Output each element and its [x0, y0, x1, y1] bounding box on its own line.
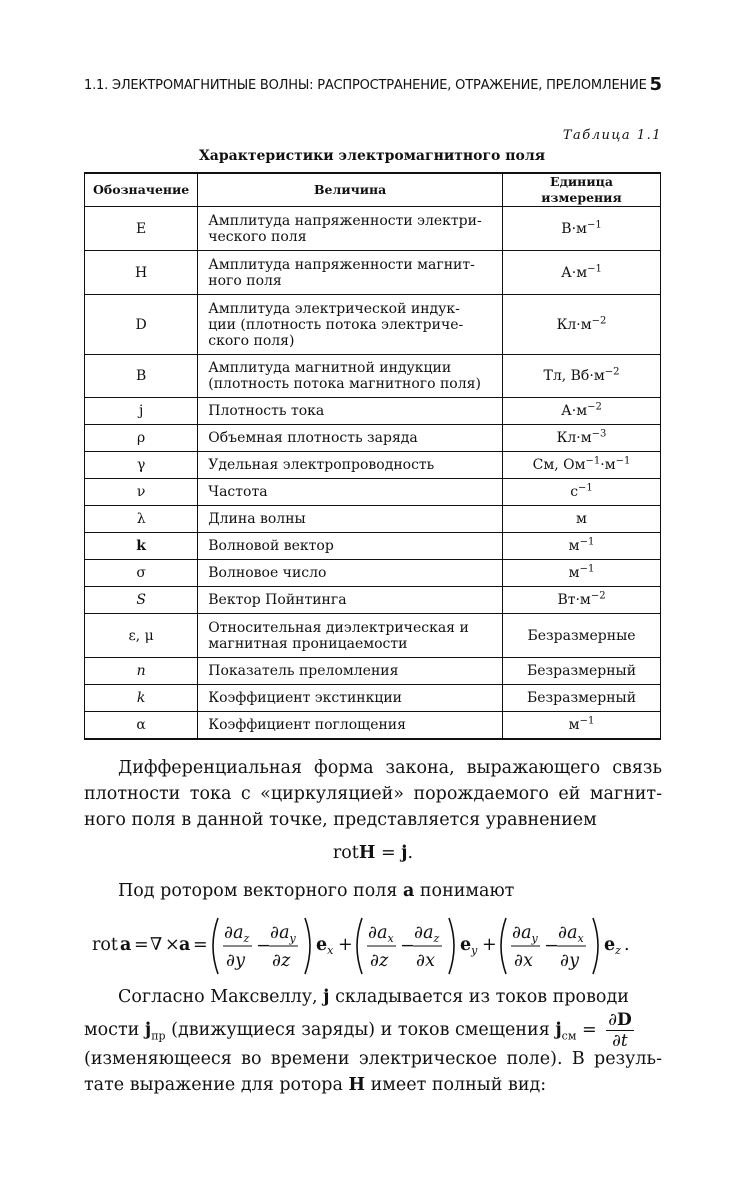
unit-cell: Безразмерный: [503, 658, 661, 685]
unit-cell: $Кл\cdot м^{-2}$: [503, 295, 661, 355]
fraction-daz-dy: [223, 923, 252, 971]
quantity-cell: Плотность тока: [198, 398, 503, 425]
svg-text:∂z: ∂z: [272, 951, 291, 971]
fraction-dD-dt: $\frac{\partial D}{\partial t}$: [608, 1010, 632, 1051]
paren-left-1: [213, 918, 218, 974]
running-header-title: 1.1. ЭЛЕКТРОМАГНИТНЫЕ ВОЛНЫ: РАСПРОСТРАНЕНИЕ, ОТРАЖЕНИЕ, ПРЕЛОМЛЕНИЕ: [84, 78, 647, 93]
quantity-cell: Объемная плотность заряда: [198, 425, 503, 452]
table-header-row: [85, 173, 661, 207]
unit-cell: $В\cdot м^{-1}$: [503, 207, 661, 251]
svg-text:∂az: $\partial a_z$: [414, 923, 440, 945]
equation-rot-h: rotH = j.: [332, 843, 414, 863]
eq-equals: =: [134, 935, 149, 955]
quantity-cell: Амплитуда магнитной индукции (плотность потока магнитного поля): [198, 355, 503, 398]
table-row: [85, 712, 661, 739]
table-row: [85, 207, 661, 251]
unit-vector-ex: $e_x$: [316, 935, 334, 957]
symbol-cell: ρ: [85, 425, 198, 452]
unit-cell: $Вт\cdot м^{-2}$: [503, 587, 661, 614]
paragraph-maxwell-current: Согласно Максвеллу, j складывается из токов проводи мости $j_{пр}$ (движущиеся заряды) и токов смещения $j_{см}$ = $\frac{\partial D}{\partial t}$ (изменяющееся во времени электрическое поле). В результате выражение для ротора H имеет полный вид:: [84, 987, 662, 1095]
symbol-cell: γ: [85, 452, 198, 479]
quantity-cell: Волновое число: [198, 560, 503, 587]
table-row: [85, 479, 661, 506]
svg-text:∂z: ∂z: [370, 951, 389, 971]
fraction-daz-dx: [413, 923, 442, 971]
eq-nabla: ∇: [150, 935, 163, 955]
page-number: 5: [649, 74, 662, 95]
symbol-cell: σ: [85, 560, 198, 587]
symbol-cell: B: [85, 355, 198, 398]
svg-text:∂ax: $\partial a_x$: [368, 923, 394, 945]
unit-cell: $Кл\cdot м^{-3}$: [503, 425, 661, 452]
table-row: [85, 685, 661, 712]
unit-cell: $А\cdot м^{-2}$: [503, 398, 661, 425]
table-row: [85, 506, 661, 533]
quantity-cell: Относительная диэлектрическая и магнитная проницаемости: [198, 614, 503, 658]
quantity-cell: Частота: [198, 479, 503, 506]
paren-right-3: [593, 918, 598, 974]
unit-vector-ey: $e_y$: [460, 935, 478, 957]
symbol-cell: k: [85, 685, 198, 712]
symbol-cell: j: [85, 398, 198, 425]
table-row: [85, 398, 661, 425]
unit-cell: Безразмерный: [503, 685, 661, 712]
column-header-unit: Единица измерения: [503, 173, 661, 207]
svg-text:∂az: $\partial a_z$: [224, 923, 250, 945]
table-row: [85, 295, 661, 355]
eq-minus-2: −: [400, 936, 415, 956]
unit-cell: $м^{-1}$: [503, 712, 661, 739]
table-row: [85, 355, 661, 398]
unit-cell: Тл, $Вб\cdot м^{-2}$: [503, 355, 661, 398]
table-row: [85, 251, 661, 295]
unit-cell: $с^{-1}$: [503, 479, 661, 506]
paragraph-rotor-definition: Под ротором векторного поля a понимают: [118, 881, 515, 901]
paren-right-1: [305, 918, 310, 974]
column-header-symbol: Обозначение: [85, 173, 198, 207]
unit-cell: $м^{-1}$: [503, 560, 661, 587]
quantity-cell: Вектор Пойнтинга: [198, 587, 503, 614]
symbol-cell: α: [85, 712, 198, 739]
table-row: [85, 658, 661, 685]
unit-cell: $м^{-1}$: [503, 533, 661, 560]
eq-plus-2: +: [482, 935, 497, 955]
fraction-dax-dy: [557, 923, 586, 971]
symbol-cell: n: [85, 658, 198, 685]
svg-text:∂y: ∂y: [226, 951, 245, 971]
symbol-cell: D: [85, 295, 198, 355]
eq-minus-1: −: [256, 936, 271, 956]
table-row: [85, 452, 661, 479]
table-row: [85, 425, 661, 452]
fraction-dax-dz: [367, 923, 396, 971]
eq-a-bold: a: [120, 935, 132, 955]
quantity-cell: Коэффициент поглощения: [198, 712, 503, 739]
unit-cell: м: [503, 506, 661, 533]
svg-text:∂ay: $\partial a_y$: [270, 923, 296, 945]
eq-minus-3: −: [544, 936, 559, 956]
paren-right-2: [449, 918, 454, 974]
eq-a-bold-2: a: [179, 935, 191, 955]
svg-text:∂x: ∂x: [514, 951, 533, 971]
table-caption: Характеристики электромагнитного поля: [198, 148, 546, 164]
table-row: [85, 560, 661, 587]
quantity-cell: Волновой вектор: [198, 533, 503, 560]
symbol-cell: H: [85, 251, 198, 295]
svg-text:∂ay: $\partial a_y$: [512, 923, 538, 945]
unit-vector-ez: $e_z$: [604, 935, 621, 957]
quantity-cell: Коэффициент экстинкции: [198, 685, 503, 712]
eq-plus-1: +: [338, 935, 353, 955]
svg-text:∂y: ∂y: [560, 951, 579, 971]
svg-text:∂x: ∂x: [416, 951, 435, 971]
eq-equals-2: =: [193, 935, 208, 955]
table-row: [85, 533, 661, 560]
column-header-quantity: Величина: [198, 173, 503, 207]
quantity-cell: Амплитуда электрической индук- ции (плотность потока электриче- ского поля): [198, 295, 503, 355]
symbol-cell: ν: [85, 479, 198, 506]
eq-dot: .: [624, 935, 630, 955]
paragraph-ampere-law: Дифференциальная форма закона, выражающего связь плотности тока с «циркуляцией» порождаемого ей магнитного поля в данной точке, представляется уравнением: [84, 758, 662, 830]
symbol-cell: k: [85, 533, 198, 560]
symbol-cell: E: [85, 207, 198, 251]
fraction-day-dz: [269, 923, 298, 971]
table-row: [85, 614, 661, 658]
symbol-cell: λ: [85, 506, 198, 533]
eq-times: ×: [165, 935, 180, 955]
running-header: [84, 74, 662, 98]
symbol-cell: ε, μ: [85, 614, 198, 658]
unit-cell: См, $Ом^{-1}\cdot м^{-1}$: [503, 452, 661, 479]
quantity-cell: Амплитуда напряженности электри- ческого поля: [198, 207, 503, 251]
fraction-day-dx: [511, 923, 540, 971]
quantity-cell: Показатель преломления: [198, 658, 503, 685]
equation-curl-definition: [90, 910, 660, 982]
table-row: [85, 587, 661, 614]
quantity-cell: Амплитуда напряженности магнит- ного поля: [198, 251, 503, 295]
paren-left-2: [357, 918, 362, 974]
symbol-cell: S: [85, 587, 198, 614]
table-label: Таблица 1.1: [562, 128, 662, 143]
eq-rot-text: rot: [92, 935, 118, 955]
unit-cell: Безразмерные: [503, 614, 661, 658]
quantity-cell: Удельная электропроводность: [198, 452, 503, 479]
svg-text:∂ax: $\partial a_x$: [558, 923, 584, 945]
unit-cell: $А\cdot м^{-1}$: [503, 251, 661, 295]
quantity-cell: Длина волны: [198, 506, 503, 533]
paren-left-3: [501, 918, 506, 974]
characteristics-table: [84, 172, 661, 740]
